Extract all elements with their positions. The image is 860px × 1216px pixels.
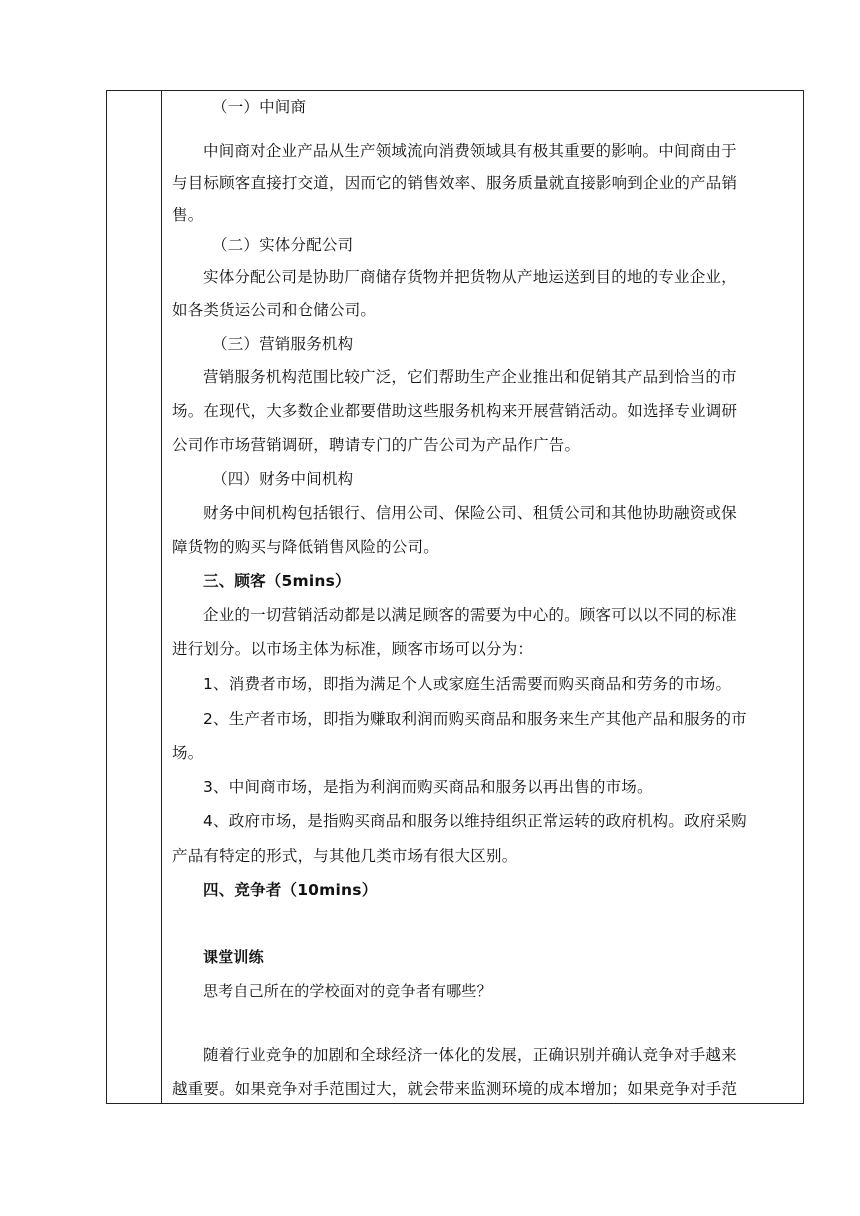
text-line: 公司作市场营销调研，聘请专门的广告公司为产品作广告。	[172, 436, 581, 454]
text-line: （三）营销服务机构	[212, 335, 354, 353]
table-content-cell	[162, 91, 803, 1103]
text-line: （一）中间商	[212, 98, 307, 116]
text-line: 与目标顾客直接打交道，因而它的销售效率、服务质量就直接影响到企业的产品销	[172, 174, 738, 192]
text-line: 三、顾客（5mins）	[203, 572, 351, 590]
text-line: 财务中间机构包括银行、信用公司、保险公司、租赁公司和其他协助融资或保	[203, 504, 737, 522]
text-line: 思考自己所在的学校面对的竞争者有哪些？	[203, 982, 492, 1000]
text-line: 2、生产者市场，即指为赚取利润而购买商品和服务来生产其他产品和服务的市	[203, 710, 747, 728]
text-line: （四）财务中间机构	[212, 470, 354, 488]
text-line: 场。	[172, 744, 204, 762]
text-line: 课堂训练	[203, 948, 264, 966]
text-line: 企业的一切营销活动都是以满足顾客的需要为中心的。顾客可以以不同的标准	[203, 606, 737, 624]
text-line: 四、竞争者（10mins）	[203, 881, 378, 899]
text-line: 障货物的购买与降低销售风险的公司。	[172, 538, 439, 556]
text-line: 中间商对企业产品从生产领域流向消费领域具有极其重要的影响。中间商由于	[203, 142, 737, 160]
text-line: 实体分配公司是协助厂商储存货物并把货物从产地运送到目的地的专业企业，	[203, 268, 737, 286]
text-line: 3、中间商市场，是指为利润而购买商品和服务以再出售的市场。	[203, 778, 653, 796]
text-line: （二）实体分配公司	[212, 236, 354, 254]
text-line: 产品有特定的形式，与其他几类市场有很大区别。	[172, 847, 518, 865]
text-line: 4、政府市场，是指购买商品和服务以维持组织正常运转的政府机构。政府采购	[203, 812, 747, 830]
text-line: 营销服务机构范围比较广泛，它们帮助生产企业推出和促销其产品到恰当的市	[203, 368, 737, 386]
text-line: 进行划分。以市场主体为标准，顾客市场可以分为：	[172, 640, 534, 658]
text-line: 售。	[172, 206, 204, 224]
text-line: 场。在现代，大多数企业都要借助这些服务机构来开展营销活动。如选择专业调研	[172, 402, 738, 420]
text-line: 随着行业竞争的加剧和全球经济一体化的发展，正确识别并确认竞争对手越来	[203, 1046, 737, 1064]
text-line: 越重要。如果竞争对手范围过大，就会带来监测环境的成本增加；如果竞争对手范	[172, 1080, 738, 1098]
text-line: 1、消费者市场，即指为满足个人或家庭生活需要而购买商品和劳务的市场。	[203, 675, 732, 693]
table-left-column	[107, 91, 162, 1103]
document-table	[106, 90, 804, 1104]
text-line: 如各类货运公司和仓储公司。	[172, 301, 377, 319]
